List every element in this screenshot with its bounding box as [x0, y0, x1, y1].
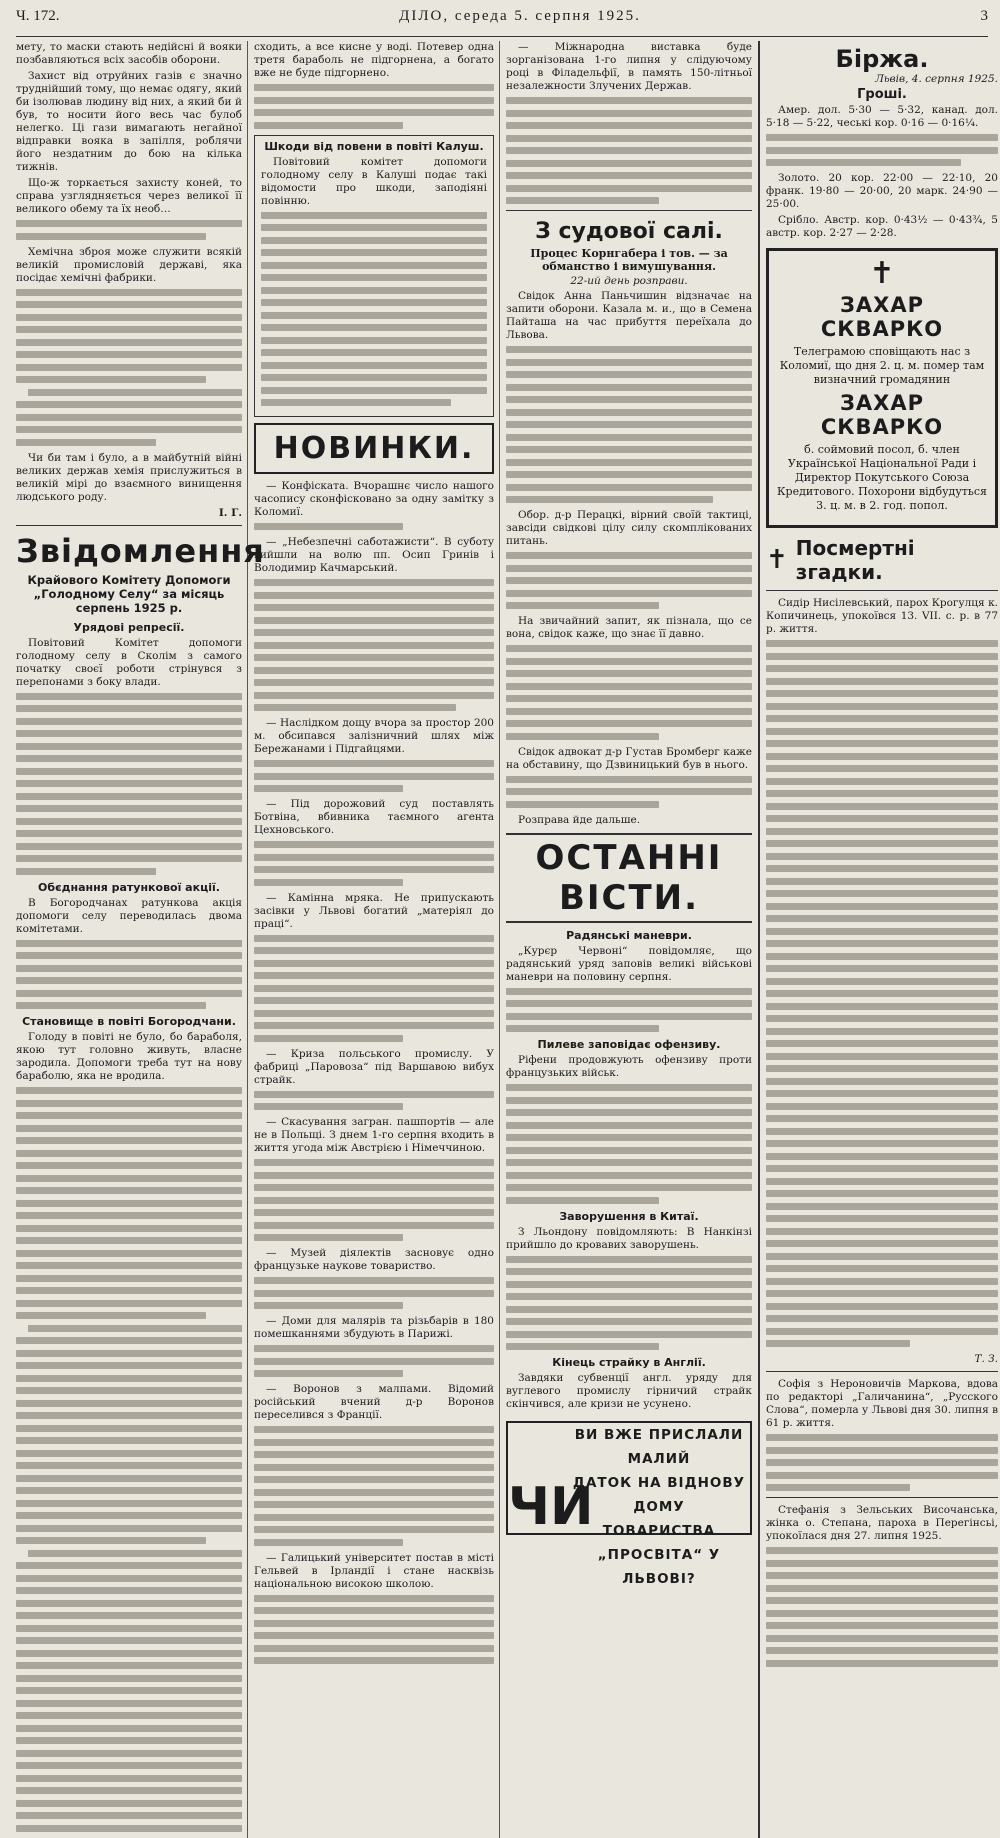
text-lines [506, 1256, 752, 1351]
text-lines [766, 1434, 998, 1491]
text-lines [254, 84, 494, 129]
section-heading: Заворушення в Китаї. [559, 1209, 699, 1223]
text-lines [506, 346, 752, 503]
bourse-date: Львів, 4. серпня 1925. [875, 73, 998, 85]
article-paragraph: мету, то маски стають недійсні й вояки позбавляються всіх засобів оборони. [16, 41, 242, 66]
news-item: — Конфіската. Вчорашнє число нашого часопису сконфісковано за одну замітку з Коломиї. [254, 480, 494, 518]
ad-line: ВИ ВЖЕ ПРИСЛАЛИ МАЛИЙ [574, 1427, 744, 1467]
ad-lead-word: ЧИ [508, 1477, 594, 1537]
text-lines [506, 1084, 752, 1204]
news-item: — „Небезпечні саботажисти“. В суботу вийшли на волю пп. Осип Гринів і Володимир Качмарський. [254, 536, 494, 574]
text-lines [16, 693, 242, 875]
text-lines [16, 289, 242, 446]
article-paragraph: „Курєр Червоні“ повідомляє, що радянський уряд заповів великі військові маневри на половину серпня. [506, 944, 752, 983]
report-subtitle: Крайового Комітету Допомоги „Голодному Селу“ за місяць серпень 1925 р. [27, 572, 231, 615]
text-lines [261, 212, 487, 407]
text-lines [766, 1547, 998, 1667]
article-paragraph: Свідок адвокат д-р Густав Бромберг каже на обставину, що Дзвиницький був в нього. [506, 745, 752, 771]
ad-line: ДАТОК НА ВІДНОВУ ДОМУ [572, 1475, 746, 1515]
news-item: — Музей діялектів засновує одно французьке наукове товариство. [254, 1247, 494, 1272]
text-lines [254, 1091, 494, 1111]
obituary-text: Телеграмою сповіщають нас з Коломиї, що дня 2. ц. м. помер там визначний громадянин [779, 345, 985, 386]
text-lines [254, 760, 494, 792]
article-paragraph: Що-ж торкається захисту коней, то справа узглядняється через великої її великого обему та їх необ… [16, 177, 242, 215]
section-heading: Пилеве заповідає офензиву. [537, 1038, 721, 1051]
article-paragraph: Чи би там і було, а в майбутній війні великих держав хемія прислужиться в великій мірі до взаємного винищення людського роду. [16, 451, 242, 503]
text-lines [254, 523, 494, 530]
text-lines [254, 1345, 494, 1377]
article-paragraph: Обор. д-р Перацкі, вірний своїй тактиці, завсіди свідкові цілу силу скомплікованих питань. [506, 509, 752, 547]
ad-text [568, 1423, 750, 1591]
text-lines [506, 97, 752, 204]
text-lines [16, 220, 242, 240]
article-paragraph: — Міжнародна виставка буде зорганізована 1-го липня у слідуючому році в Філадельфії, в память 150-літньої незалежности Злучених Держав. [506, 41, 752, 92]
obituary-text: б. соймовий посол, б. член Української Національної Ради і Директор Покутського Союза Кредитового. Похорони відбудуться 3. ц. м. в 2. год. попол. [777, 443, 987, 512]
text-lines [254, 1159, 494, 1241]
section-heading: Кінець страйку в Англії. [552, 1356, 706, 1369]
news-item: — Воронов з малпами. Відомий російський вчений д-р Воронов переселився з Франції. [254, 1383, 494, 1421]
column-rule [758, 41, 760, 1838]
news-heading: НОВИНКИ. [273, 431, 475, 466]
article-paragraph: Ріфени продовжують офензиву проти французьких військ. [506, 1054, 752, 1079]
text-lines [506, 776, 752, 808]
news-item: — Доми для малярів та різьбарів в 180 помешканнями збудують в Парижі. [254, 1315, 494, 1340]
bourse-subheading: Гроші. [857, 87, 907, 102]
masthead-line: ДІЛО, середа 5. серпня 1925. [399, 8, 641, 24]
page-number: 3 [980, 8, 988, 24]
article-paragraph: Повітовий Комітет допомоги голодному селу в Сколім з самого початку своєї роботи стрінувся з перепонами з боку влади. [16, 636, 242, 688]
article-paragraph: Завдяки субвенції англ. уряду для вуглевого промислу гірничий страйк скінчився, але кризи не усунено. [506, 1372, 752, 1410]
article-paragraph: На звичайний запит, як пізнала, що се вона, свідок каже, що знає її давно. [506, 615, 752, 640]
section-heading: Становище в повіті Богородчани. [22, 1015, 236, 1028]
text-lines [254, 579, 494, 711]
article-paragraph: Розправа йде дальше. [518, 813, 641, 826]
column-4 [766, 41, 998, 1838]
text-lines [16, 1087, 242, 1832]
news-item: — Під дорожовий суд поставлять Ботвіна, вбивника таємного агента Цехновського. [254, 798, 494, 836]
text-lines [254, 935, 494, 1042]
news-item: — Камінна мряка. Не припускають засівки у Львові богатий „матеріял до праці“. [254, 891, 494, 930]
memorial-entry: Сидір Нисілевський, парох Крогулця к. Копичинець, упокоївся 13. VII. с. р. в 77 р. життя. [766, 597, 998, 635]
section-heading: Урядові репресії. [73, 620, 185, 634]
author-signature: І. Г. [218, 506, 242, 519]
gold-rates: Золото. 20 кор. 22·00 — 22·10, 20 франк. 19·80 — 20·00, 20 марк. 24·90 — 25·00. [766, 172, 998, 210]
prosvita-ad [506, 1421, 752, 1587]
section-heading: Радянські маневри. [566, 928, 692, 942]
court-day: 22-ий день розправи. [570, 275, 688, 287]
latest-news-heading: ОСТАННІ ВІСТИ. [506, 833, 752, 923]
text-lines [254, 841, 494, 886]
author-signature: Т. З. [974, 1353, 998, 1365]
memorial-heading-row [766, 536, 998, 584]
running-header [16, 8, 988, 37]
text-lines [254, 1426, 494, 1546]
text-lines [254, 1277, 494, 1309]
text-lines [766, 640, 998, 1347]
obituary-name: ЗАХАР СКВАРКО [820, 391, 944, 439]
news-item: — Скасування загран. пашпортів — але не в Польщі. З днем 1-го серпня входить в життя угода між Австрією і Німеччиною. [254, 1116, 494, 1154]
obituary-name: ЗАХАР СКВАРКО [820, 293, 944, 341]
silver-rates: Срібло. Австр. кор. 0·43½ — 0·43¾, 5 австр. кор. 2·27 — 2·28. [766, 214, 998, 239]
article-paragraph: Хемічна зброя може служити всякій великій промисловій державі, яка посідає хемічні фабрики. [16, 245, 242, 284]
article-paragraph: сходить, а все кисне у воді. Потевер одна третя бараболь не підгорнена, а богато вже не буде підгорнено. [254, 41, 494, 79]
cross-icon: ✝ [869, 256, 895, 291]
article-paragraph: З Льондону повідомляють: В Нанкінзі прийшло до кровавих заворушень. [506, 1225, 752, 1251]
article-paragraph: Захист від отруйних газів є значно труднійший тому, що немає одягу, який би ізолював людину від них, а який би й був, то носити його весь час булоб нелегко. Ці гази вимагають негайної відправки вояка в запілля, роблячи його нездатним до бою на кілька тижнів. [16, 70, 242, 173]
column-1 [16, 41, 265, 1838]
text-lines [766, 134, 998, 166]
text-lines [254, 1595, 494, 1665]
news-item: — Наслідком дощу вчора за простор 200 м. обсипався залізничний шлях між Бережанами і Підгайцями. [254, 717, 494, 755]
bourse-heading: Біржа. [835, 45, 929, 73]
flood-damage-box [254, 135, 494, 418]
court-subheading: Процес Корнгабера і тов. — за обманство і вимушування. [530, 247, 728, 273]
text-lines [16, 940, 242, 1010]
article-paragraph: В Богородчанах ратункова акція допомоги селу переводилась двома комітетами. [16, 896, 242, 935]
column-3 [506, 41, 752, 1838]
section-heading: Обєднання ратункової акції. [38, 880, 220, 894]
issue-number: Ч. 172. [16, 8, 60, 24]
article-paragraph: Свідок Анна Паньчишин відзначає на запити оборони. Казала м. и., що в Семена Пайташа на час прибуття переїхала до Львова. [506, 290, 752, 341]
news-item: — Галицький університет постав в місті Гельвей в Ірландії і стане насквізь національною високою школою. [254, 1551, 494, 1590]
column-2 [254, 41, 500, 1838]
text-lines [506, 552, 752, 609]
memorial-entry: Стефанія з Зельських Височанська, жінка о. Степана, пароха в Перегінсьі, упокоїлася дня 27. липня 1925. [766, 1504, 998, 1542]
cross-icon: ✝ [766, 545, 788, 575]
section-heading: Шкоди від повени в повіті Калуш. [264, 139, 484, 153]
text-lines [506, 645, 752, 740]
exchange-rates: Амер. дол. 5·30 — 5·32, канад. дол. 5·18 — 5·22, чеські кор. 0·16 — 0·16¼. [766, 104, 998, 129]
court-heading: З судової салі. [535, 219, 723, 244]
news-item: — Криза польського промислу. У фабриці „Паровоза“ під Варшавою вибух страйк. [254, 1047, 494, 1086]
ad-line: ТОВАРИСТВА „ПРОСВІТА“ У ЛЬВОВІ? [597, 1523, 721, 1587]
text-lines [506, 988, 752, 1033]
obituary-box [766, 248, 998, 528]
article-paragraph: Повітовий комітет допомоги голодному селу в Калуші подає такі відомости про шкоди, заподіяні повінню. [261, 155, 487, 207]
article-paragraph: Голоду в повіті не було, бо бараболя, якою тут головно живуть, власне зародила. Допомоги треба тут на нову бараболю, яка не вродила. [16, 1031, 242, 1082]
memorial-heading: Посмертні згадки. [795, 536, 915, 584]
report-title: Звідомлення [16, 531, 265, 570]
memorial-entry: Софія з Нероновичів Маркова, вдова по редакторі „Галичанина“, „Русского Слова“, померла у Львові дня 30. липня в 61 р. життя. [766, 1378, 998, 1429]
news-heading-box [254, 423, 494, 474]
